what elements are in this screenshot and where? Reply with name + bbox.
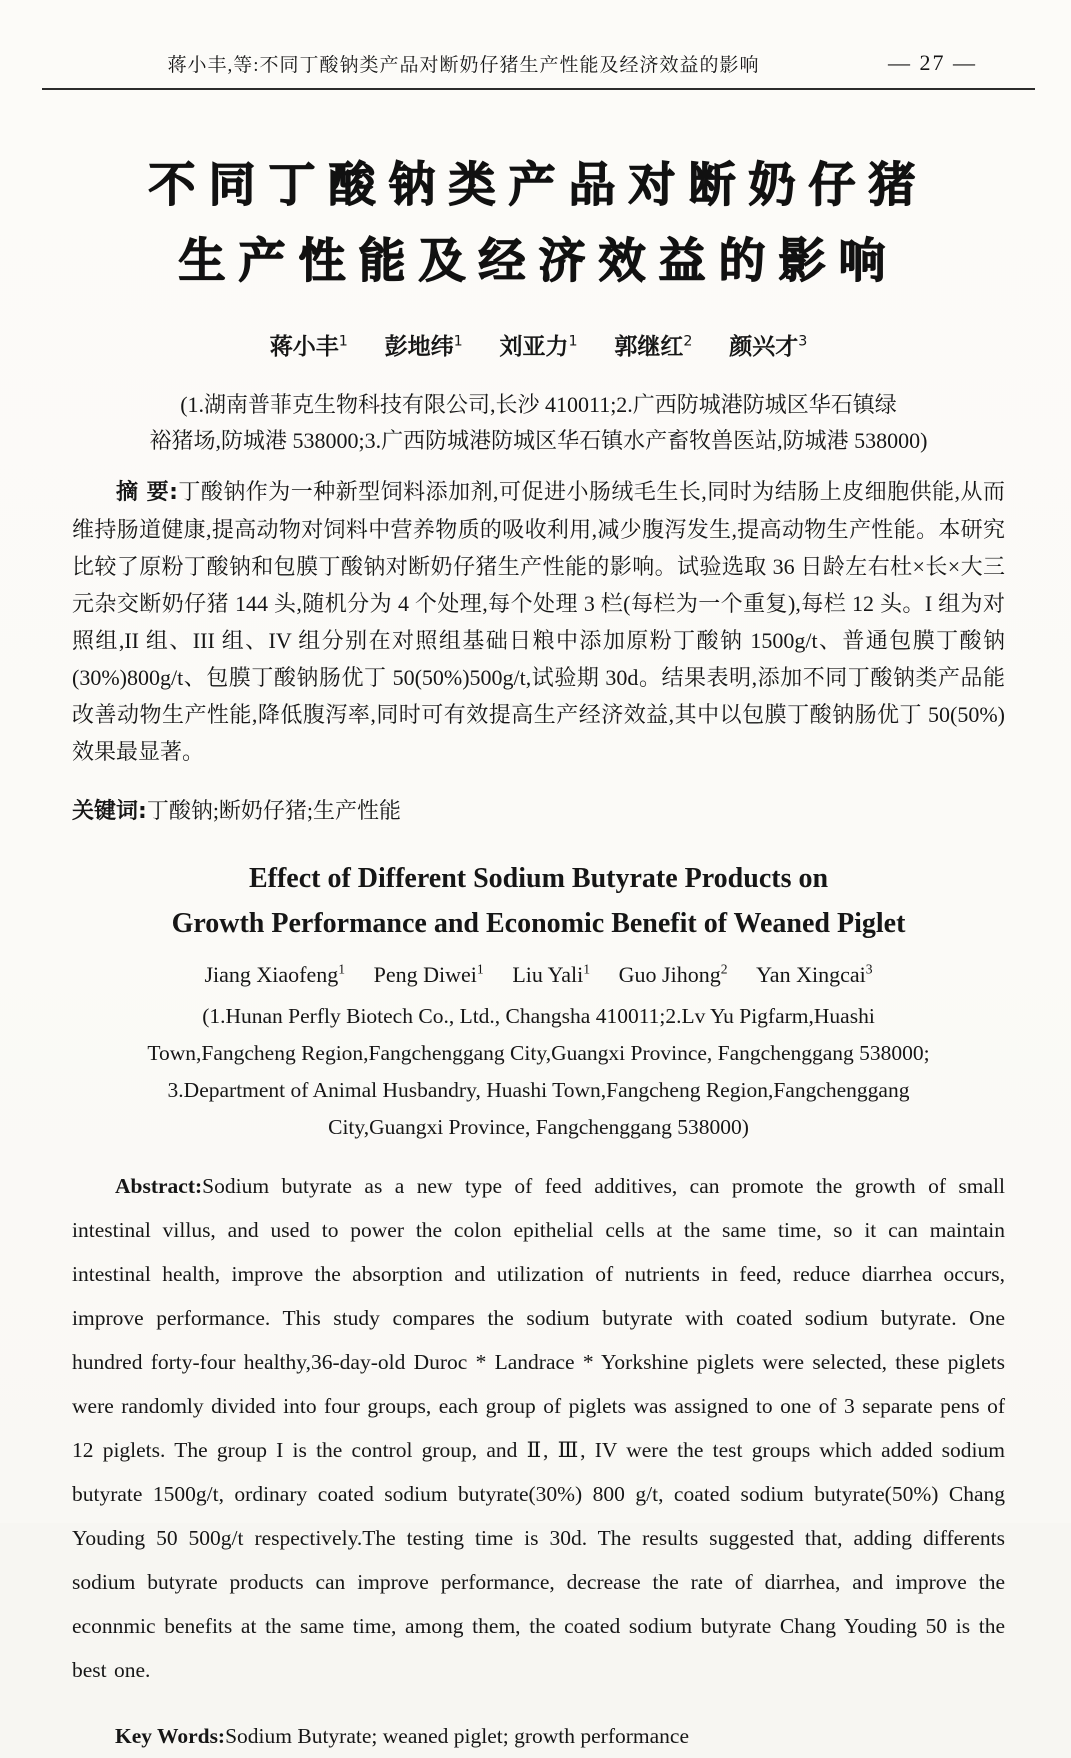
author-affiliation-superscript: 1 bbox=[338, 333, 348, 350]
author-affiliation-superscript: 1 bbox=[568, 333, 578, 350]
abstract-en bbox=[72, 1164, 1005, 1692]
title-en-line1: Effect of Different Sodium Butyrate Products on bbox=[248, 863, 829, 894]
page-number: — 27 — bbox=[888, 50, 977, 75]
running-title: 蒋小丰,等:不同丁酸钠类产品对断奶仔猪生产性能及经济效益的影响 bbox=[167, 55, 760, 76]
title-en bbox=[72, 856, 1005, 946]
author-affiliation-superscript: 2 bbox=[683, 333, 693, 350]
affiliation-en-line3: 3.Department of Animal Husbandry, Huashi Town,Fangcheng Region,Fangchenggang bbox=[167, 1078, 910, 1103]
affiliation-zh bbox=[72, 387, 1005, 459]
authors-zh bbox=[72, 328, 1005, 361]
title-zh-line2: 生产性能及经济效益的影响 bbox=[178, 234, 899, 289]
abstract-en-label: Abstract: bbox=[115, 1174, 203, 1199]
author-name: Guo Jihong$^2$ bbox=[618, 962, 728, 988]
keywords-en bbox=[72, 1714, 1005, 1758]
abstract-zh-text: 丁酸钠作为一种新型饲料添加剂,可促进小肠绒毛生长,同时为结肠上皮细胞供能,从而维持肠道健康,提高动物对饲料中营养物质的吸收利用,减少腹泻发生,提高动物生产性能。本研究比较了原粉丁酸钠和包膜丁酸钠对断奶仔猪生产性能的影响。试验选取 36 日龄左右杜×长×大三元杂交断奶仔猪 144 头,随机分为 4 个处理,每个处理 3 栏(每栏为一个重复),每栏 12 头。I 组为对照组,II 组、III 组、IV 组分别在对照组基础日粮中添加原粉丁酸钠 1500g/t、普通包膜丁酸钠(30%)800g/t、包膜丁酸钠肠优丁 50(50%)500g/t,试验期 30d。结果表明,添加不同丁酸钠类产品能改善动物生产性能,降低腹泻率,同时可有效提高生产经济效益,其中以包膜丁酸钠肠优丁 50(50%)效果最显著。 bbox=[72, 479, 1005, 764]
author-affiliation-superscript: 1 bbox=[338, 962, 346, 977]
abstract-en-text: Sodium butyrate as a new type of feed additives, can promote the growth of small intestinal villus, and used to power the colon epithelial cells at the same time, so it can maintain intestinal health, improve the absorption and utilization of nutrients in feed, reduce diarrhea occurs, improve performance. This study compares the sodium butyrate with coated sodium butyrate. One hundred forty-four healthy,36-day-old Duroc * Landrace * Yorkshine piglets were selected, these piglets were randomly divided into four groups, each group of piglets was assigned to one of 3 separate pens of 12 piglets. The group I is the control group, and Ⅱ, Ⅲ, IV were the test groups which added sodium butyrate 1500g/t, ordinary coated sodium butyrate(30%) 800 g/t, coated sodium butyrate(50%) Chang Youding 50 500g/t respectively.The testing time is 30d. The results suggested that, adding differents sodium butyrate products can improve performance, decrease the rate of diarrhea, and improve the econnmic benefits at the same time, among them, the coated sodium butyrate Chang Youding 50 is the best one. bbox=[72, 1174, 1005, 1683]
author-name: 蒋小丰$^1$ bbox=[269, 333, 348, 360]
keywords-zh-text: 丁酸钠;断奶仔猪;生产性能 bbox=[146, 798, 402, 823]
affiliation-zh-line2: 裕猪场,防城港 538000;3.广西防城港防城区华石镇水产畜牧兽医站,防城港 538000) bbox=[149, 428, 928, 453]
affiliation-en-line4: City,Guangxi Province, Fangchenggang 538000) bbox=[328, 1115, 749, 1140]
keywords-zh bbox=[72, 792, 1005, 830]
abstract-zh bbox=[72, 473, 1005, 770]
author-affiliation-superscript: 3 bbox=[798, 333, 808, 350]
author-name: Yan Xingcai$^3$ bbox=[756, 962, 873, 988]
author-name: 彭地纬$^1$ bbox=[384, 333, 463, 360]
title-zh-line1: 不同丁酸钠类产品对断奶仔猪 bbox=[148, 158, 929, 213]
author-affiliation-superscript: 2 bbox=[720, 962, 728, 977]
authors-en bbox=[72, 962, 1005, 988]
author-name: Peng Diwei$^1$ bbox=[373, 962, 484, 988]
author-name: 郭继红$^2$ bbox=[614, 333, 693, 360]
abstract-zh-label: 摘 要: bbox=[116, 480, 178, 505]
affiliation-zh-line1: (1.湖南普菲克生物科技有限公司,长沙 410011;2.广西防城港防城区华石镇绿 bbox=[180, 392, 897, 417]
author-name: 刘亚力$^1$ bbox=[499, 333, 578, 360]
author-name: 颜兴才$^3$ bbox=[729, 333, 808, 360]
affiliation-en-line1: (1.Hunan Perfly Biotech Co., Ltd., Changsha 410011;2.Lv Yu Pigfarm,Huashi bbox=[202, 1004, 875, 1029]
affiliation-en bbox=[72, 998, 1005, 1146]
author-name: Liu Yali$^1$ bbox=[512, 962, 591, 988]
title-zh bbox=[72, 148, 1005, 300]
title-en-line2: Growth Performance and Economic Benefit of Weaned Piglet bbox=[171, 908, 906, 939]
keywords-zh-label: 关键词: bbox=[72, 799, 147, 824]
header-rule bbox=[42, 88, 1035, 90]
affiliation-en-line2: Town,Fangcheng Region,Fangchenggang City,Guangxi Province, Fangchenggang 538000; bbox=[147, 1041, 930, 1066]
author-affiliation-superscript: 3 bbox=[865, 962, 873, 977]
keywords-en-label: Key Words: bbox=[115, 1723, 226, 1748]
author-name: Jiang Xiaofeng$^1$ bbox=[204, 962, 346, 988]
running-header bbox=[72, 50, 1005, 84]
author-affiliation-superscript: 1 bbox=[453, 333, 463, 350]
keywords-en-text: Sodium Butyrate; weaned piglet; growth performance bbox=[225, 1723, 690, 1748]
author-affiliation-superscript: 1 bbox=[583, 962, 591, 977]
author-affiliation-superscript: 1 bbox=[476, 962, 484, 977]
